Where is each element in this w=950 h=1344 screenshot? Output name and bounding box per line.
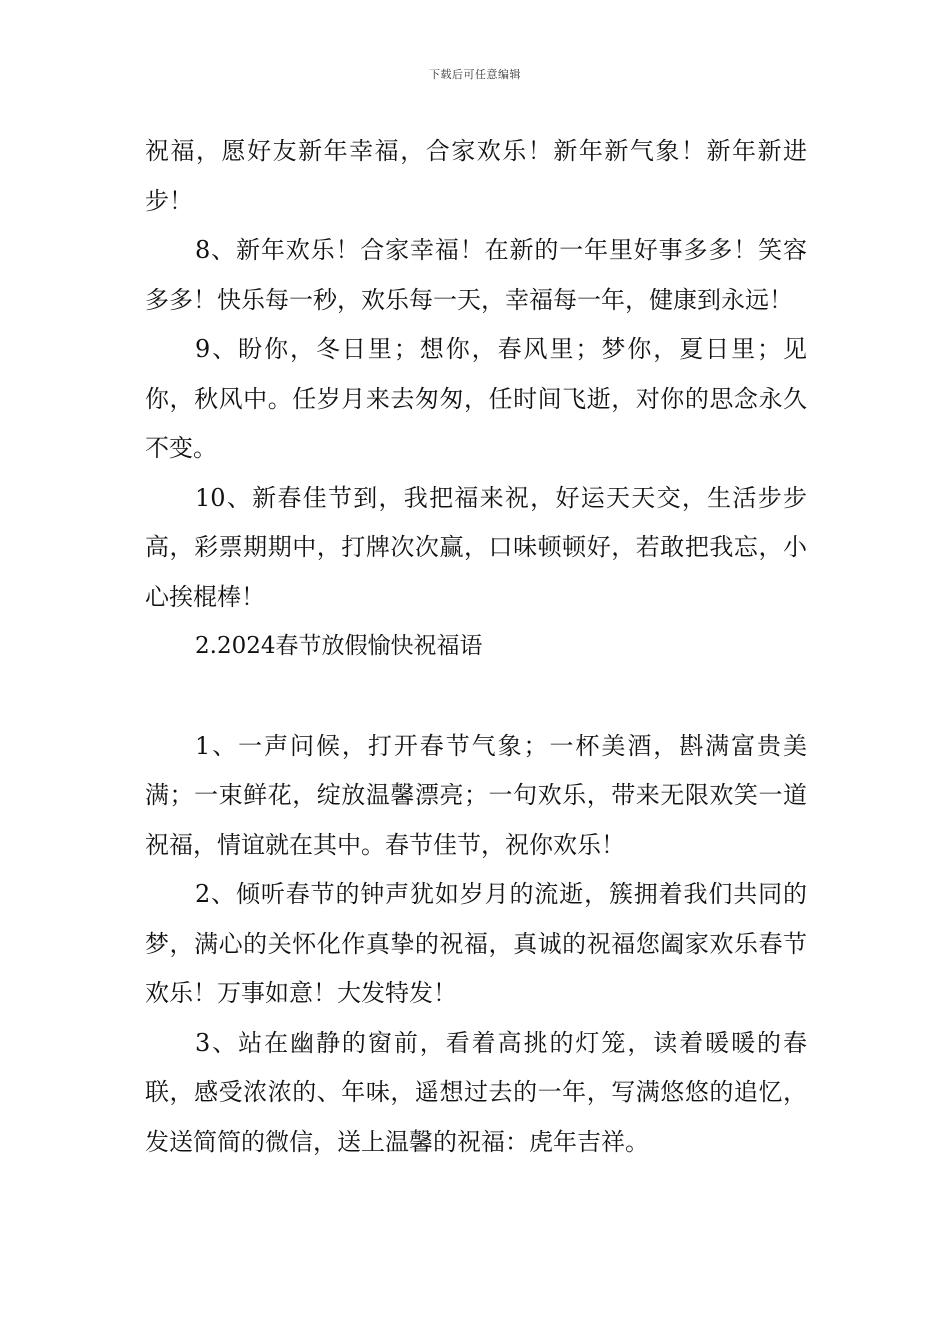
paragraph-continued: 祝福，愿好友新年幸福，合家欢乐！新年新气象！新年新进步！	[145, 137, 807, 215]
section-spacer	[145, 672, 807, 722]
paragraph-section-item-1: 1、一声问候，打开春节气象；一杯美酒，斟满富贵美满；一束鲜花，绽放温馨漂亮；一句欢乐，带来无限欢笑一道祝福，情谊就在其中。春节佳节，祝你欢乐！	[145, 731, 807, 859]
paragraph-section-item-3: 3、站在幽静的窗前，看着高挑的灯笼，读着暖暖的春联，感受浓浓的、年味，遥想过去的一年，写满悠悠的追忆，发送简简的微信，送上温馨的祝福：虎年吉祥。	[145, 1028, 807, 1156]
section-title: 2.2024春节放假愉快祝福语	[195, 633, 483, 659]
page-header: 下载后可任意编辑	[429, 68, 521, 81]
paragraph-item-8: 8、新年欢乐！合家幸福！在新的一年里好事多多！笑容多多！快乐每一秒，欢乐每一天，幸福每一年，健康到永远！	[145, 236, 807, 314]
paragraph-item-9: 9、盼你，冬日里；想你，春风里；梦你，夏日里；见你，秋风中。任岁月来去匆匆，任时间飞逝，对你的思念永久不变。	[145, 335, 807, 462]
document-body	[145, 127, 807, 1167]
paragraph-item-10: 10、新春佳节到，我把福来祝，好运天天交，生活步步高，彩票期期中，打牌次次赢，口味顿顿好，若敢把我忘，小心挨棍棒！	[145, 483, 807, 611]
paragraph-section-item-2: 2、倾听春节的钟声犹如岁月的流逝，簇拥着我们共同的梦，满心的关怀化作真挚的祝福，真诚的祝福您阖家欢乐春节欢乐！万事如意！大发特发！	[145, 880, 807, 1007]
